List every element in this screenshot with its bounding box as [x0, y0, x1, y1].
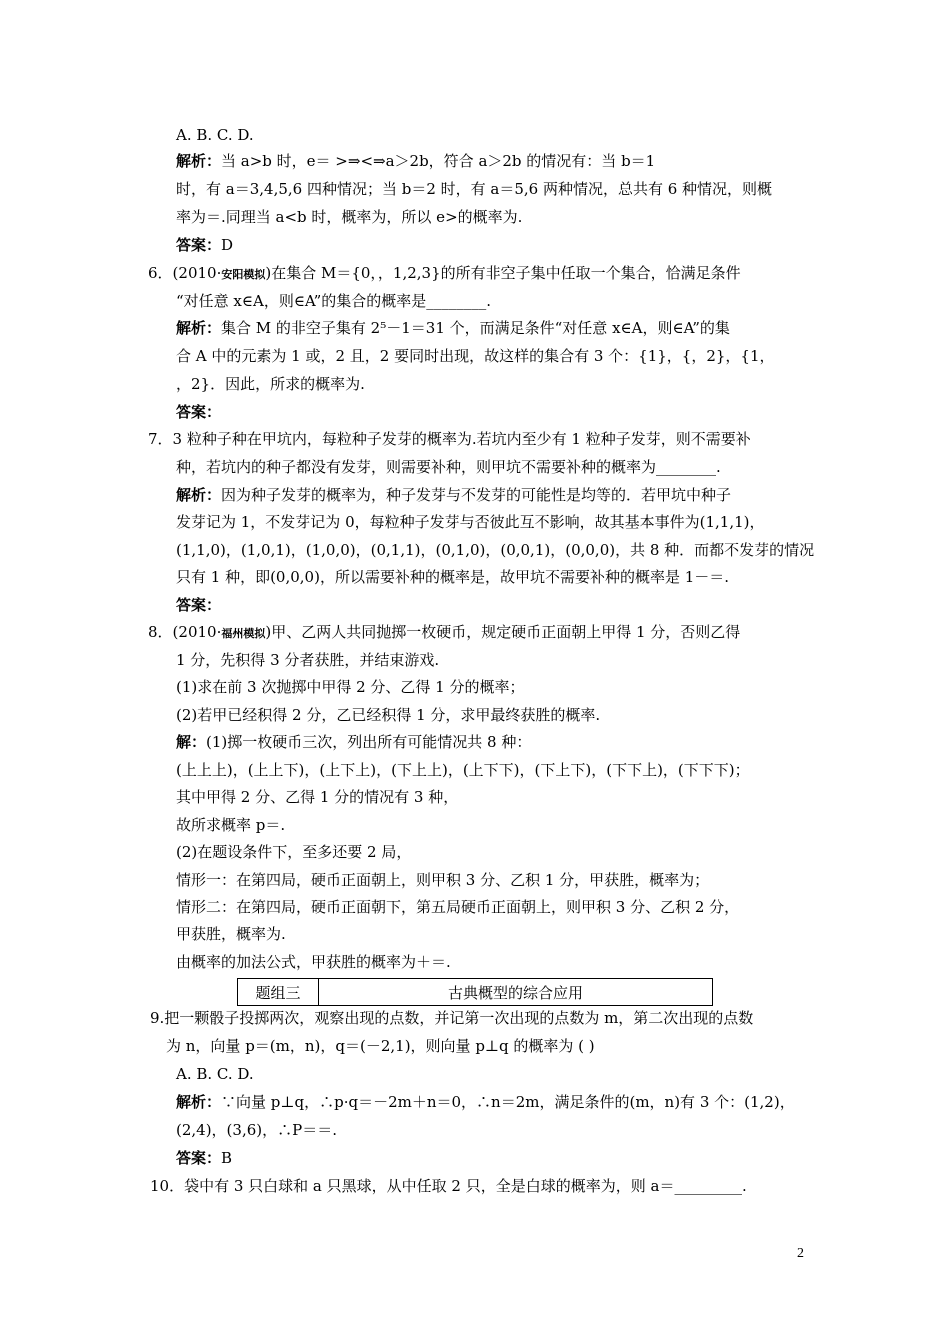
answer-label: 解析：	[176, 486, 222, 504]
line-text: 由概率的加法公式，甲获胜的概率为＋＝.	[176, 953, 451, 971]
text-line	[176, 760, 750, 780]
text-line	[150, 1176, 747, 1196]
answer-label: 解析：	[176, 152, 222, 170]
text-line	[176, 318, 730, 338]
line-text: (上上上)，(上上下)，(上下上)，(下上上)，(上下下)，(下上下)，(下下上)，(下下下)；	[176, 761, 750, 779]
line-text: 集合 M 的非空子集有 2⁵－1＝31 个，而满足条件“对任意 x∈A，则∈A”的集	[221, 319, 730, 337]
page-number: 2	[797, 1246, 804, 1261]
text-line	[176, 512, 765, 532]
line-text: 发芽记为 1，不发芽记为 0，每粒种子发芽与否彼此互不影响，故其基本事件为(1,1,1)，	[176, 513, 765, 531]
text-line	[176, 567, 729, 587]
text-line	[176, 952, 451, 972]
line-text: A. B. C. D.	[176, 1065, 254, 1083]
source-tag: 安阳模拟	[221, 268, 266, 281]
text-line	[176, 125, 254, 145]
line-text: 9.把一颗骰子投掷两次，观察出现的点数，并记第一次出现的点数为 m，第二次出现的点数	[150, 1009, 754, 1027]
line-text: ，2}．因此，所求的概率为.	[176, 375, 365, 393]
line-text-cont: )在集合 M＝{0，，1,2,3}的所有非空子集中任取一个集合，恰满足条件	[265, 264, 741, 282]
text-line	[176, 677, 525, 697]
line-text: ∵向量 p⊥q，∴p·q＝－2m＋n＝0，∴n＝2m，满足条件的(m，n)有 3 个：(1,2)，	[221, 1093, 795, 1111]
text-line	[176, 374, 365, 394]
answer-label: 答案：	[176, 236, 222, 254]
text-line	[176, 650, 439, 670]
text-line	[176, 842, 411, 862]
text-line	[176, 151, 655, 171]
line-text: (2)在题设条件下，至多还要 2 局，	[176, 843, 412, 861]
source-tag: 福州模拟	[221, 627, 266, 640]
text-line	[176, 457, 721, 477]
text-line	[148, 622, 740, 644]
line-text: 8．(2010·	[148, 623, 222, 641]
line-text-cont: )甲、乙两人共同抛掷一枚硬币，规定硬币正面朝上甲得 1 分，否则乙得	[265, 623, 741, 641]
section-header-table	[237, 978, 713, 1006]
text-line	[176, 897, 739, 917]
line-text: 时，有 a＝3,4,5,6 四种情况；当 b＝2 时，有 a＝5,6 两种情况，总共有 6 种情况，则概	[176, 180, 773, 198]
line-text: 7．3 粒种子种在甲坑内，每粒种子发芽的概率为.若坑内至少有 1 粒种子发芽，则不需要补	[148, 430, 751, 448]
line-text: 情形一：在第四局，硬币正面朝上，则甲积 3 分、乙积 1 分，甲获胜，概率为；	[176, 871, 710, 889]
text-line	[176, 815, 285, 835]
answer-label: 答案：	[176, 596, 222, 614]
text-line	[176, 732, 531, 752]
text-line	[176, 485, 731, 505]
text-line	[176, 595, 221, 615]
line-text: 6．(2010·	[148, 264, 222, 282]
text-line	[176, 235, 233, 255]
text-line	[176, 179, 772, 199]
answer-label: 解析：	[176, 1093, 222, 1111]
line-text: 1 分，先积得 3 分者获胜，并结束游戏.	[176, 651, 440, 669]
answer-label: 解析：	[176, 319, 222, 337]
line-text: D	[221, 236, 234, 254]
text-line	[148, 429, 751, 449]
text-line	[176, 1148, 232, 1168]
line-text: (1,1,0)，(1,0,1)，(1,0,0)，(0,1,1)，(0,1,0)，(0,0,1)，(0,0,0)，共 8 种．而都不发芽的情况	[176, 541, 815, 559]
text-line	[176, 207, 522, 227]
line-text: 种，若坑内的种子都没有发芽，则需要补种，则甲坑不需要补种的概率为________.	[176, 458, 721, 476]
line-text: 情形二：在第四局，硬币正面朝下，第五局硬币正面朝上，则甲积 3 分、乙积 2 分，	[176, 898, 740, 916]
text-line	[176, 787, 458, 807]
section-group-title: 古典概型的综合应用	[447, 983, 583, 1002]
line-text: 率为＝.同理当 a<b 时，概率为，所以 e>的概率为.	[176, 208, 523, 226]
line-text: (2,4)，(3,6)，∴P＝＝.	[176, 1121, 337, 1139]
text-line	[150, 1008, 753, 1028]
text-line	[176, 540, 814, 560]
answer-label: 解：	[176, 733, 207, 751]
line-text: B	[221, 1149, 233, 1167]
line-text: 因为种子发芽的概率为，种子发芽与不发芽的可能性是均等的．若甲坑中种子	[221, 486, 732, 504]
line-text: 甲获胜，概率为.	[176, 925, 286, 943]
line-text: A. B. C. D.	[176, 126, 254, 144]
text-line	[176, 291, 491, 311]
text-line	[176, 346, 775, 366]
section-group-label: 题组三	[238, 979, 319, 1005]
line-text: (1)掷一枚硬币三次，列出所有可能情况共 8 种：	[206, 733, 532, 751]
line-text: 合 A 中的元素为 1 或，2 且，2 要同时出现，故这样的集合有 3 个：{1}，{，2}，{1，	[176, 347, 775, 365]
text-line	[166, 1036, 595, 1056]
answer-label: 答案：	[176, 403, 222, 421]
text-line	[176, 924, 286, 944]
text-line	[176, 870, 709, 890]
text-line	[148, 263, 741, 285]
line-text: (2)若甲已经积得 2 分，乙已经积得 1 分，求甲最终获胜的概率.	[176, 706, 601, 724]
line-text: (1)求在前 3 次抛掷中甲得 2 分、乙得 1 分的概率；	[176, 678, 525, 696]
text-line	[176, 402, 221, 422]
line-text: “对任意 x∈A，则∈A”的集合的概率是________.	[176, 292, 492, 310]
line-text: 10．袋中有 3 只白球和 a 只黑球，从中任取 2 只，全是白球的概率为，则 a＝_________.	[150, 1177, 747, 1195]
line-text: 为 n，向量 p＝(m，n)，q＝(－2,1)，则向量 p⊥q 的概率为 ( )	[166, 1037, 595, 1055]
text-line	[176, 705, 600, 725]
line-text: 故所求概率 p＝.	[176, 816, 286, 834]
answer-label: 答案：	[176, 1149, 222, 1167]
text-line	[176, 1092, 795, 1112]
line-text: 只有 1 种，即(0,0,0)，所以需要补种的概率是，故甲坑不需要补种的概率是 1－＝.	[176, 568, 730, 586]
line-text: 当 a>b 时，e＝ >⇒<⇒a＞2b，符合 a＞2b 的情况有：当 b＝1	[221, 152, 656, 170]
text-line	[176, 1120, 337, 1140]
line-text: 其中甲得 2 分、乙得 1 分的情况有 3 种，	[176, 788, 459, 806]
text-line	[176, 1064, 254, 1084]
